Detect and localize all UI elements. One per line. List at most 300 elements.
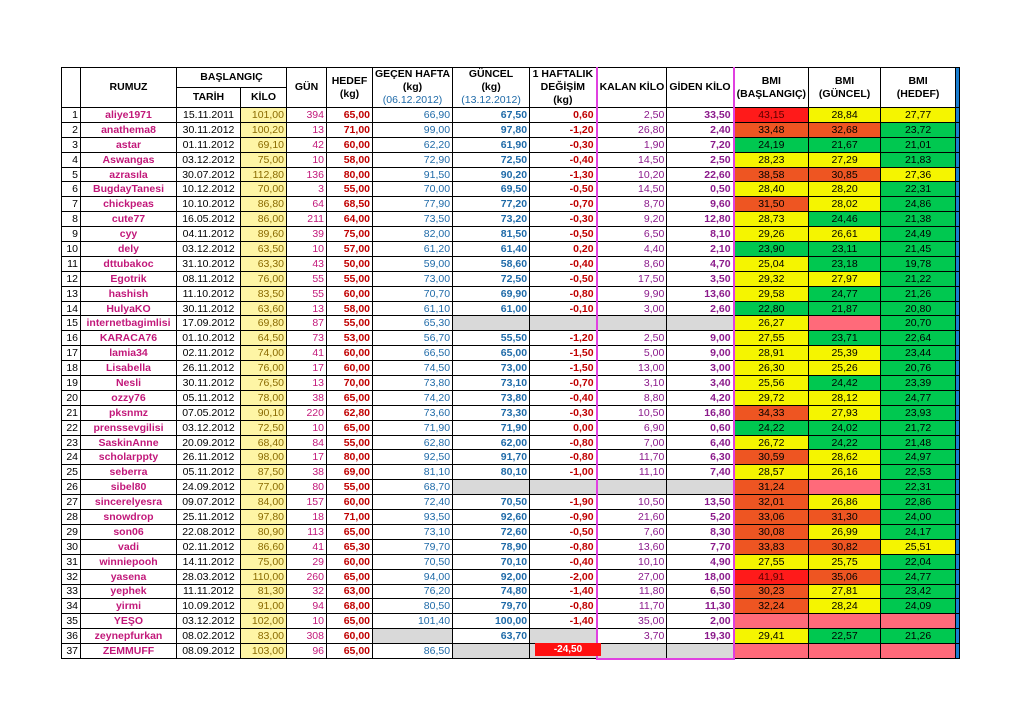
bmi-hedef-cell: 21,22 — [881, 271, 956, 286]
guncel-cell: 69,90 — [453, 286, 530, 301]
index-header — [62, 68, 81, 108]
weight-tracking-table — [61, 67, 960, 660]
giden-kilo-cell: 12,80 — [667, 212, 734, 227]
table-row — [62, 524, 960, 539]
table-row — [62, 256, 960, 271]
rumuz-cell: KARACA76 — [81, 331, 177, 346]
bmi-hedef-cell — [881, 614, 956, 629]
degisim-cell: -1,50 — [530, 361, 597, 376]
kilo-cell: 89,60 — [241, 227, 287, 242]
kilo-cell: 72,50 — [241, 420, 287, 435]
bmi-guncel-cell — [809, 614, 881, 629]
degisim-cell: -0,10 — [530, 301, 597, 316]
gun-cell: 10 — [287, 152, 327, 167]
kalan-kilo-cell: 27,00 — [597, 569, 667, 584]
table-row — [62, 435, 960, 450]
guncel-cell: 100,00 — [453, 614, 530, 629]
tarih-cell: 03.12.2012 — [177, 420, 241, 435]
bmi-guncel-cell: 26,99 — [809, 524, 881, 539]
hedef-cell: 60,00 — [327, 361, 373, 376]
bmi-guncel-cell: 26,16 — [809, 465, 881, 480]
degisim-cell: -1,40 — [530, 614, 597, 629]
blue-edge — [956, 301, 960, 316]
degisim-cell: -0,50 — [530, 271, 597, 286]
gun-cell: 211 — [287, 212, 327, 227]
gecen-hafta-cell: 70,50 — [373, 554, 453, 569]
giden-kilo-cell: 7,40 — [667, 465, 734, 480]
guncel-cell: 61,00 — [453, 301, 530, 316]
table-row — [62, 554, 960, 569]
blue-edge — [956, 152, 960, 167]
kalan-kilo-cell: 8,80 — [597, 390, 667, 405]
bmi-guncel-cell: 31,30 — [809, 510, 881, 525]
giden-kilo-cell: 13,60 — [667, 286, 734, 301]
degisim-cell: 0,20 — [530, 242, 597, 257]
bmi-baslangic-cell: 27,55 — [734, 331, 809, 346]
degisim-cell: -0,50 — [530, 227, 597, 242]
guncel-cell: 73,00 — [453, 361, 530, 376]
gecen-hafta-cell: 68,70 — [373, 480, 453, 495]
kalan-kilo-cell: 7,00 — [597, 435, 667, 450]
table-row — [62, 629, 960, 644]
giden-kilo-cell: 6,30 — [667, 450, 734, 465]
hedef-cell: 57,00 — [327, 242, 373, 257]
rumuz-cell: pksnmz — [81, 405, 177, 420]
rumuz-cell: dely — [81, 242, 177, 257]
giden-kilo-cell: 7,70 — [667, 539, 734, 554]
guncel-cell: 72,50 — [453, 271, 530, 286]
bmi-hedef-cell — [881, 644, 956, 659]
hedef-cell: 58,00 — [327, 301, 373, 316]
bmi-guncel-cell: 23,11 — [809, 242, 881, 257]
blue-edge — [956, 212, 960, 227]
bmi-baslangic-cell: 29,72 — [734, 390, 809, 405]
kilo-cell: 91,00 — [241, 599, 287, 614]
gun-cell: 42 — [287, 137, 327, 152]
gecen-hafta-cell: 61,10 — [373, 301, 453, 316]
kalan-kilo-cell: 6,90 — [597, 420, 667, 435]
tarih-cell: 25.11.2012 — [177, 510, 241, 525]
bmi-hedef-cell: 23,72 — [881, 122, 956, 137]
gecen-hafta-cell: 66,50 — [373, 346, 453, 361]
table-row — [62, 286, 960, 301]
row-number: 8 — [62, 212, 81, 227]
kilo-cell: 101,00 — [241, 108, 287, 123]
tarih-cell: 30.11.2012 — [177, 122, 241, 137]
hedef-cell: 53,00 — [327, 331, 373, 346]
hedef-cell: 60,00 — [327, 554, 373, 569]
giden-kilo-cell: 5,20 — [667, 510, 734, 525]
bmi-guncel-cell: 24,02 — [809, 420, 881, 435]
guncel-cell: 61,40 — [453, 242, 530, 257]
bmi-guncel-cell: 28,20 — [809, 182, 881, 197]
tarih-cell: 01.10.2012 — [177, 331, 241, 346]
gecen-hafta-cell: 101,40 — [373, 614, 453, 629]
bmi-guncel-cell: 27,29 — [809, 152, 881, 167]
kilo-cell: 68,40 — [241, 435, 287, 450]
gecen-hafta-cell: 70,70 — [373, 286, 453, 301]
giden-kilo-cell: 0,50 — [667, 182, 734, 197]
guncel-cell: 74,80 — [453, 584, 530, 599]
kilo-cell: 87,50 — [241, 465, 287, 480]
degisim-cell: -0,30 — [530, 212, 597, 227]
table-row — [62, 152, 960, 167]
giden-kilo-cell: 3,40 — [667, 376, 734, 391]
blue-edge — [956, 167, 960, 182]
gecen-hafta-cell: 65,30 — [373, 316, 453, 331]
table-row — [62, 599, 960, 614]
bmi-hedef-cell: 24,00 — [881, 510, 956, 525]
row-number: 30 — [62, 539, 81, 554]
table-row — [62, 480, 960, 495]
guncel-cell: 70,50 — [453, 495, 530, 510]
bmi-baslangic-cell: 29,58 — [734, 286, 809, 301]
gun-header: GÜN — [287, 68, 327, 108]
kilo-header: KİLO — [241, 88, 287, 108]
kilo-cell: 76,50 — [241, 376, 287, 391]
tarih-cell: 11.11.2012 — [177, 584, 241, 599]
bmi-hedef-cell: 24,49 — [881, 227, 956, 242]
bmi-hedef-cell: 21,26 — [881, 286, 956, 301]
degisim-cell: -0,30 — [530, 405, 597, 420]
degisim-cell: -0,40 — [530, 390, 597, 405]
gun-cell: 3 — [287, 182, 327, 197]
bmi-guncel-cell: 21,87 — [809, 301, 881, 316]
guncel-cell: 73,10 — [453, 376, 530, 391]
table-row — [62, 644, 960, 659]
gecen-hafta-cell: 86,50 — [373, 644, 453, 659]
tarih-cell: 30.11.2012 — [177, 301, 241, 316]
hedef-cell: 65,00 — [327, 524, 373, 539]
giden-kilo-header: GİDEN KİLO — [667, 68, 734, 108]
bmi-baslangic-cell — [734, 644, 809, 659]
gun-cell: 41 — [287, 539, 327, 554]
gun-cell: 13 — [287, 301, 327, 316]
bmi-guncel-cell: 25,26 — [809, 361, 881, 376]
kilo-cell: 98,00 — [241, 450, 287, 465]
bmi-guncel-cell: 25,75 — [809, 554, 881, 569]
kalan-kilo-cell: 2,50 — [597, 108, 667, 123]
giden-kilo-cell: 9,00 — [667, 331, 734, 346]
degisim-cell — [530, 480, 597, 495]
kilo-cell: 63,60 — [241, 301, 287, 316]
kilo-cell: 97,80 — [241, 510, 287, 525]
gecen-hafta-cell: 77,90 — [373, 197, 453, 212]
bmi-guncel-cell: 30,85 — [809, 167, 881, 182]
bmi-guncel-cell: 32,68 — [809, 122, 881, 137]
rumuz-cell: cyy — [81, 227, 177, 242]
bmi-baslangic-cell: 26,27 — [734, 316, 809, 331]
tarih-cell: 03.12.2012 — [177, 614, 241, 629]
table-row — [62, 539, 960, 554]
hedef-cell: 65,00 — [327, 569, 373, 584]
guncel-cell: 77,20 — [453, 197, 530, 212]
gecen-hafta-cell: 81,10 — [373, 465, 453, 480]
rumuz-cell: vadi — [81, 539, 177, 554]
rumuz-cell: chickpeas — [81, 197, 177, 212]
rumuz-cell: ozzy76 — [81, 390, 177, 405]
bmi-hedef-cell: 23,93 — [881, 405, 956, 420]
baslangic-header: BAŞLANGIÇ — [177, 68, 287, 88]
degisim-cell: -0,70 — [530, 197, 597, 212]
guncel-cell: 65,00 — [453, 346, 530, 361]
hedef-cell: 60,00 — [327, 137, 373, 152]
gecen-hafta-cell: 71,90 — [373, 420, 453, 435]
kalan-kilo-cell: 7,60 — [597, 524, 667, 539]
kilo-cell: 75,00 — [241, 152, 287, 167]
guncel-cell: 90,20 — [453, 167, 530, 182]
table-row — [62, 361, 960, 376]
tarih-cell: 08.02.2012 — [177, 629, 241, 644]
giden-kilo-cell: 4,20 — [667, 390, 734, 405]
gecen-hafta-cell: 74,20 — [373, 390, 453, 405]
table-row — [62, 405, 960, 420]
gun-cell: 10 — [287, 420, 327, 435]
hedef-cell: 55,00 — [327, 435, 373, 450]
rumuz-cell: SaskinAnne — [81, 435, 177, 450]
tarih-cell: 08.09.2012 — [177, 644, 241, 659]
bmi-guncel-cell: 27,93 — [809, 405, 881, 420]
gun-cell: 394 — [287, 108, 327, 123]
guncel-cell: 91,70 — [453, 450, 530, 465]
tarih-cell: 17.09.2012 — [177, 316, 241, 331]
table-row — [62, 584, 960, 599]
gecen-hafta-cell — [373, 629, 453, 644]
gun-cell: 38 — [287, 465, 327, 480]
tarih-cell: 09.07.2012 — [177, 495, 241, 510]
gecen-hafta-cell: 73,10 — [373, 524, 453, 539]
rumuz-cell: sincerelyesra — [81, 495, 177, 510]
bmi-baslangic-cell: 33,06 — [734, 510, 809, 525]
rumuz-cell: azrasıla — [81, 167, 177, 182]
blue-edge — [956, 390, 960, 405]
hedef-cell: 69,00 — [327, 465, 373, 480]
row-number: 19 — [62, 376, 81, 391]
tarih-cell: 22.08.2012 — [177, 524, 241, 539]
kalan-kilo-cell: 9,90 — [597, 286, 667, 301]
row-number: 20 — [62, 390, 81, 405]
degisim-cell: -1,50 — [530, 346, 597, 361]
blue-edge — [956, 256, 960, 271]
hedef-cell: 60,00 — [327, 286, 373, 301]
hedef-cell: 65,00 — [327, 644, 373, 659]
gecen-hafta-cell: 62,20 — [373, 137, 453, 152]
kilo-cell: 75,00 — [241, 554, 287, 569]
blue-edge — [956, 599, 960, 614]
hedef-cell: 71,00 — [327, 510, 373, 525]
tarih-cell: 20.09.2012 — [177, 435, 241, 450]
rumuz-cell: sibel80 — [81, 480, 177, 495]
gecen-hafta-cell: 62,80 — [373, 435, 453, 450]
kalan-kilo-cell — [597, 316, 667, 331]
table-row — [62, 108, 960, 123]
bmi-hedef-cell: 20,70 — [881, 316, 956, 331]
bmi-hedef-cell: 23,39 — [881, 376, 956, 391]
kilo-cell: 69,10 — [241, 137, 287, 152]
table-row — [62, 510, 960, 525]
bmi-baslangic-cell: 28,40 — [734, 182, 809, 197]
blue-edge — [956, 242, 960, 257]
bmi-baslangic-cell: 34,33 — [734, 405, 809, 420]
hedef-cell: 55,00 — [327, 480, 373, 495]
gecen-hafta-header: GEÇEN HAFTA (kg) (06.12.2012) — [373, 68, 453, 108]
table-row — [62, 271, 960, 286]
gun-cell: 55 — [287, 271, 327, 286]
row-number: 37 — [62, 644, 81, 659]
tarih-cell: 10.09.2012 — [177, 599, 241, 614]
table-row — [62, 122, 960, 137]
row-number: 13 — [62, 286, 81, 301]
bmi-guncel-cell: 28,62 — [809, 450, 881, 465]
blue-edge — [956, 227, 960, 242]
gun-cell: 113 — [287, 524, 327, 539]
table-row — [62, 197, 960, 212]
bmi-baslangic-cell: 43,15 — [734, 108, 809, 123]
hedef-cell: 65,00 — [327, 390, 373, 405]
gun-cell: 157 — [287, 495, 327, 510]
gun-cell: 308 — [287, 629, 327, 644]
bmi-guncel-cell: 28,84 — [809, 108, 881, 123]
table-row — [62, 569, 960, 584]
gun-cell: 13 — [287, 376, 327, 391]
tarih-cell: 16.05.2012 — [177, 212, 241, 227]
kalan-kilo-cell: 11,70 — [597, 599, 667, 614]
table-body — [62, 108, 960, 659]
kalan-kilo-cell: 13,00 — [597, 361, 667, 376]
kalan-kilo-cell: 26,80 — [597, 122, 667, 137]
guncel-cell: 73,80 — [453, 390, 530, 405]
rumuz-cell: astar — [81, 137, 177, 152]
degisim-cell: -0,80 — [530, 450, 597, 465]
blue-edge — [956, 68, 960, 108]
guncel-cell: 58,60 — [453, 256, 530, 271]
row-number: 25 — [62, 465, 81, 480]
bmi-guncel-cell: 25,39 — [809, 346, 881, 361]
rumuz-cell: cute77 — [81, 212, 177, 227]
tarih-cell: 10.10.2012 — [177, 197, 241, 212]
degisim-cell: -0,40 — [530, 152, 597, 167]
gecen-hafta-cell: 70,00 — [373, 182, 453, 197]
bmi-hedef-cell: 22,04 — [881, 554, 956, 569]
tarih-cell: 30.11.2012 — [177, 376, 241, 391]
guncel-cell — [453, 644, 530, 659]
kalan-kilo-cell: 8,70 — [597, 197, 667, 212]
kalan-kilo-cell: 17,50 — [597, 271, 667, 286]
degisim-cell: -0,80 — [530, 599, 597, 614]
row-number: 17 — [62, 346, 81, 361]
gun-cell: 41 — [287, 346, 327, 361]
row-number: 32 — [62, 569, 81, 584]
bmi-baslangic-cell: 23,90 — [734, 242, 809, 257]
gecen-hafta-cell: 74,50 — [373, 361, 453, 376]
gecen-hafta-cell: 61,20 — [373, 242, 453, 257]
degisim-cell: -0,90 — [530, 510, 597, 525]
giden-kilo-cell: 2,60 — [667, 301, 734, 316]
row-number: 10 — [62, 242, 81, 257]
row-number: 2 — [62, 122, 81, 137]
rumuz-cell: seberra — [81, 465, 177, 480]
giden-kilo-cell: 9,00 — [667, 346, 734, 361]
hedef-cell: 55,00 — [327, 271, 373, 286]
bmi-hedef-cell: 22,53 — [881, 465, 956, 480]
row-number: 24 — [62, 450, 81, 465]
tarih-cell: 02.11.2012 — [177, 346, 241, 361]
kilo-cell: 103,00 — [241, 644, 287, 659]
gun-cell: 96 — [287, 644, 327, 659]
bmi-baslangic-cell: 22,80 — [734, 301, 809, 316]
row-number: 7 — [62, 197, 81, 212]
degisim-cell: -1,40 — [530, 584, 597, 599]
kalan-kilo-cell — [597, 644, 667, 659]
guncel-cell: 71,90 — [453, 420, 530, 435]
tarih-cell: 05.11.2012 — [177, 465, 241, 480]
bmi-hedef-cell: 20,80 — [881, 301, 956, 316]
bmi-hedef-cell: 25,51 — [881, 539, 956, 554]
rumuz-header: RUMUZ — [81, 68, 177, 108]
kalan-kilo-cell: 11,80 — [597, 584, 667, 599]
blue-edge — [956, 108, 960, 123]
giden-kilo-cell: 6,40 — [667, 435, 734, 450]
bmi-guncel-cell — [809, 316, 881, 331]
kalan-kilo-cell: 14,50 — [597, 182, 667, 197]
blue-edge — [956, 331, 960, 346]
kilo-cell: 110,00 — [241, 569, 287, 584]
blue-edge — [956, 405, 960, 420]
blue-edge — [956, 510, 960, 525]
gun-cell: 55 — [287, 286, 327, 301]
row-number: 26 — [62, 480, 81, 495]
row-number: 12 — [62, 271, 81, 286]
blue-edge — [956, 286, 960, 301]
gecen-hafta-cell: 93,50 — [373, 510, 453, 525]
tarih-cell: 15.11.2011 — [177, 108, 241, 123]
haftalik-degisim-header: 1 HAFTALIK DEĞİŞİM (kg) — [530, 68, 597, 108]
row-number: 11 — [62, 256, 81, 271]
row-number: 14 — [62, 301, 81, 316]
degisim-cell: 0,00 — [530, 420, 597, 435]
hedef-cell: 71,00 — [327, 122, 373, 137]
tarih-cell: 05.11.2012 — [177, 390, 241, 405]
bmi-guncel-cell: 24,22 — [809, 435, 881, 450]
hedef-cell: 64,00 — [327, 212, 373, 227]
hedef-cell: 65,30 — [327, 539, 373, 554]
bmi-hedef-cell: 27,77 — [881, 108, 956, 123]
degisim-cell: -0,50 — [530, 524, 597, 539]
gecen-hafta-cell: 76,20 — [373, 584, 453, 599]
gecen-hafta-cell: 66,90 — [373, 108, 453, 123]
hedef-cell: 80,00 — [327, 167, 373, 182]
blue-edge — [956, 450, 960, 465]
kalan-kilo-cell: 8,60 — [597, 256, 667, 271]
bmi-hedef-cell: 19,78 — [881, 256, 956, 271]
giden-kilo-cell: 0,60 — [667, 420, 734, 435]
bmi-guncel-cell: 23,71 — [809, 331, 881, 346]
rumuz-cell: anathema8 — [81, 122, 177, 137]
kilo-cell: 76,00 — [241, 361, 287, 376]
degisim-cell: -0,80 — [530, 286, 597, 301]
table-row — [62, 376, 960, 391]
tarih-cell: 30.07.2012 — [177, 167, 241, 182]
bmi-hedef-cell: 24,77 — [881, 390, 956, 405]
rumuz-cell: Aswangas — [81, 152, 177, 167]
blue-edge — [956, 629, 960, 644]
bmi-baslangic-cell: 29,26 — [734, 227, 809, 242]
rumuz-cell: internetbagimlisi — [81, 316, 177, 331]
kilo-cell: 77,00 — [241, 480, 287, 495]
giden-kilo-cell: 7,20 — [667, 137, 734, 152]
bmi-baslangic-cell: 26,30 — [734, 361, 809, 376]
kalan-kilo-cell: 2,50 — [597, 331, 667, 346]
